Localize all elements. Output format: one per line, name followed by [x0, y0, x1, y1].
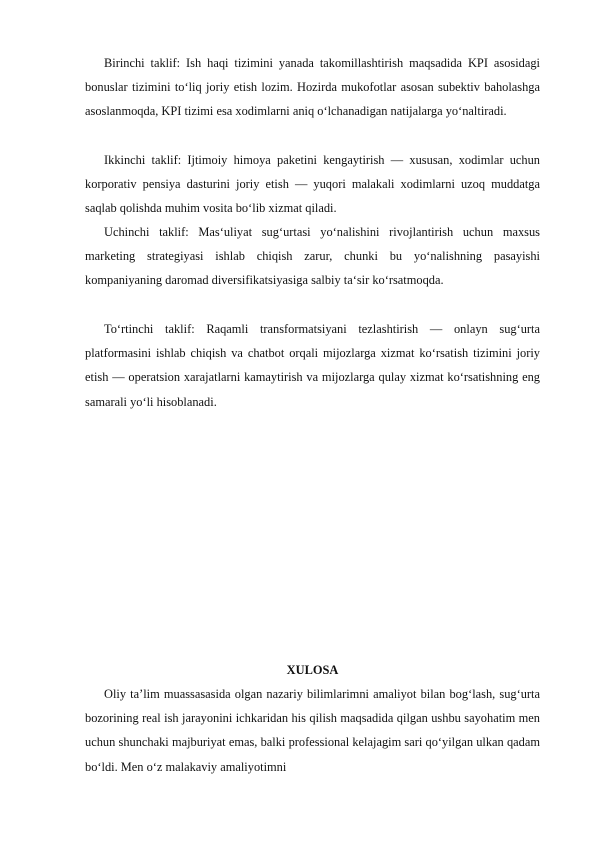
- conclusion-heading: XULOSA: [286, 663, 339, 677]
- paragraph-fourth-proposal: To‘rtinchi taklif: Raqamli transformatsiyani tezlashtirish — onlayn sug‘urta platformasini ishlab chiqish va chatbot orqali mijozlarga xizmat ko‘rsatish tizimini joriy etish — operatsion xarajatlarni kamaytirish va mijozlarga qulay xizmat ko‘rsatishning eng samarali yo‘li hisoblanadi.: [85, 322, 540, 409]
- paragraph-second-proposal: Ikkinchi taklif: Ijtimoiy himoya paketini kengaytirish — xususan, xodimlar uchun korporativ pensiya dasturini joriy etish — yuqori malakali xodimlarni uzoq muddatga saqlab qolishda muhim vosita bo‘lib xizmat qiladi.: [85, 153, 540, 216]
- paragraph-first-proposal: Birinchi taklif: Ish haqi tizimini yanada takomillashtirish maqsadida KPI asosidagi bonuslar tizimini to‘liq joriy etish lozim. Hozirda mukofotlar asosan subektiv baholashga asoslanmoqda, KPI tizimi esa xodimlarni aniq o‘lchanadigan natijalarga yo‘naltiradi.: [85, 56, 540, 119]
- paragraph-third-proposal: Uchinchi taklif: Mas‘uliyat sug‘urtasi yo‘nalishini rivojlantirish uchun maxsus marketing strategiyasi ishlab chiqish zarur, chunki bu yo‘nalishning pasayishi kompaniyaning daromad diversifikatsiyasiga salbiy ta‘sir ko‘rsatmoqda.: [85, 225, 540, 288]
- paragraph-conclusion: Oliy ta’lim muassasasida olgan nazariy bilimlarimni amaliyot bilan bog‘lash, sug‘urta bozorining real ish jarayonini ichkaridan his qilish maqsadida qilgan ushbu sayohatim men uchun shunchaki majburiyat emas, balki professional kelajagim sari qo‘yilgan ulkan qadam bo‘ldi. Men o‘z malakaviy amaliyotimni: [85, 687, 540, 774]
